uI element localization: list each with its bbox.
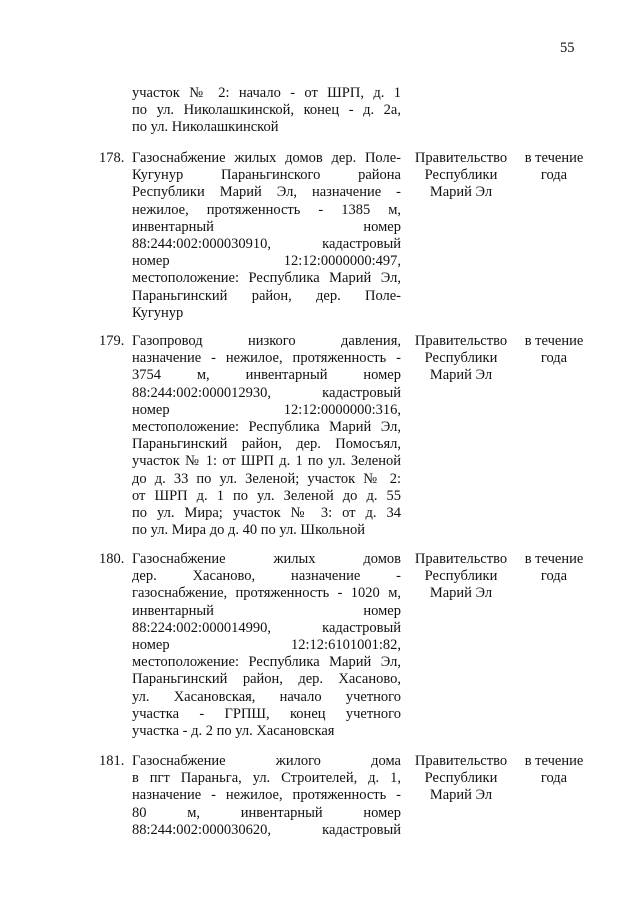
text-line: 88:244:002:000030620, кадастровый xyxy=(132,821,401,838)
text-line: местоположение: Республика Марий Эл, xyxy=(132,654,401,671)
org-line: Правительство xyxy=(414,753,508,769)
text-line: газоснабжение, протяженность - 1020 м, xyxy=(132,585,401,602)
term-line: в течение xyxy=(524,753,584,769)
text-line: 88:244:002:000012930, кадастровый xyxy=(132,384,401,401)
text-line: от ШРП д. 1 по ул. Зеленой до д. 55 xyxy=(132,487,401,504)
term-line: года xyxy=(540,770,568,787)
text-line: Параньгинский район, дер. Поле- xyxy=(132,287,401,304)
text-line: Газоснабжение жилых домов xyxy=(132,551,401,567)
text-line: местоположение: Республика Марий Эл, xyxy=(132,419,401,436)
text-line: Республики Марий Эл, назначение - xyxy=(132,184,401,201)
page-number: 55 xyxy=(560,40,575,56)
term-line: в течение xyxy=(524,150,584,166)
text-line: по ул. Николашкинской xyxy=(132,119,279,136)
row-number: 180. xyxy=(99,551,125,567)
deadline xyxy=(515,753,593,787)
row-description xyxy=(132,753,401,839)
responsible-org xyxy=(407,333,515,385)
text-line: по ул. Мира до д. 40 по ул. Школьной xyxy=(132,522,366,539)
responsible-org xyxy=(407,753,515,805)
text-line: нежилое, протяженность - 1385 м, xyxy=(132,201,401,218)
row-description xyxy=(132,150,401,322)
text-line: назначение - нежилое, протяженность - xyxy=(132,350,401,367)
text-line: Газоснабжение жилого дома xyxy=(132,753,401,769)
text-line: дер. Хасаново, назначение - xyxy=(132,568,401,585)
text-line: в пгт Параньга, ул. Строителей, д. 1, xyxy=(132,770,401,787)
deadline xyxy=(515,551,593,585)
term-line: в течение xyxy=(524,333,584,349)
org-line: Республики xyxy=(424,568,498,585)
text-line: Кугунур Параньгинского района xyxy=(132,167,401,184)
text-line: участка - д. 2 по ул. Хасановская xyxy=(132,723,335,740)
text-line: Газопровод низкого давления, xyxy=(132,333,401,349)
row-number: 181. xyxy=(99,753,125,769)
org-line: Правительство xyxy=(414,333,508,349)
text-line: ул. Хасановская, начало учетного xyxy=(132,688,401,705)
term-line: года xyxy=(540,350,568,367)
text-line: 88:244:002:000030910, кадастровый xyxy=(132,236,401,253)
row-number: 178. xyxy=(99,150,125,166)
org-line: Республики xyxy=(424,770,498,787)
org-line: Правительство xyxy=(414,150,508,166)
deadline xyxy=(515,150,593,184)
row-description xyxy=(132,551,401,740)
org-line: Марий Эл xyxy=(429,367,493,384)
text-line: номер 12:12:6101001:82, xyxy=(132,637,401,654)
responsible-org xyxy=(407,150,515,202)
continuation-text xyxy=(132,85,401,137)
text-line: по ул. Мира; участок № 3: от д. 34 xyxy=(132,505,401,522)
text-line: местоположение: Республика Марий Эл, xyxy=(132,270,401,287)
text-line: участок № 1: от ШРП д. 1 по ул. Зеленой xyxy=(132,453,401,470)
text-line: номер 12:12:0000000:497, xyxy=(132,253,401,270)
text-line: участка - ГРПШ, конец учетного xyxy=(132,705,401,722)
text-line: Кугунур xyxy=(132,304,184,321)
deadline xyxy=(515,333,593,367)
org-line: Правительство xyxy=(414,551,508,567)
text-line: инвентарный номер xyxy=(132,602,401,619)
text-line: до д. 33 по ул. Зеленой; участок № 2: xyxy=(132,470,401,487)
text-line: Газоснабжение жилых домов дер. Поле- xyxy=(132,150,401,166)
text-line: 88:224:002:000014990, кадастровый xyxy=(132,619,401,636)
text-line: Параньгинский район, дер. Хасаново, xyxy=(132,671,401,688)
org-line: Марий Эл xyxy=(429,787,493,804)
org-line: Республики xyxy=(424,167,498,184)
org-line: Марий Эл xyxy=(429,585,493,602)
term-line: года xyxy=(540,167,568,184)
term-line: в течение xyxy=(524,551,584,567)
row-number: 179. xyxy=(99,333,125,349)
text-line: 80 м, инвентарный номер xyxy=(132,804,401,821)
text-line: Параньгинский район, дер. Помосъял, xyxy=(132,436,401,453)
responsible-org xyxy=(407,551,515,603)
text-line: инвентарный номер xyxy=(132,218,401,235)
org-line: Республики xyxy=(424,350,498,367)
text-line: номер 12:12:0000000:316, xyxy=(132,401,401,418)
org-line: Марий Эл xyxy=(429,184,493,201)
row-description xyxy=(132,333,401,539)
text-line: по ул. Николашкинской, конец - д. 2а, xyxy=(132,102,401,119)
text-line: назначение - нежилое, протяженность - xyxy=(132,787,401,804)
term-line: года xyxy=(540,568,568,585)
text-line: участок № 2: начало - от ШРП, д. 1 xyxy=(132,85,401,101)
text-line: 3754 м, инвентарный номер xyxy=(132,367,401,384)
